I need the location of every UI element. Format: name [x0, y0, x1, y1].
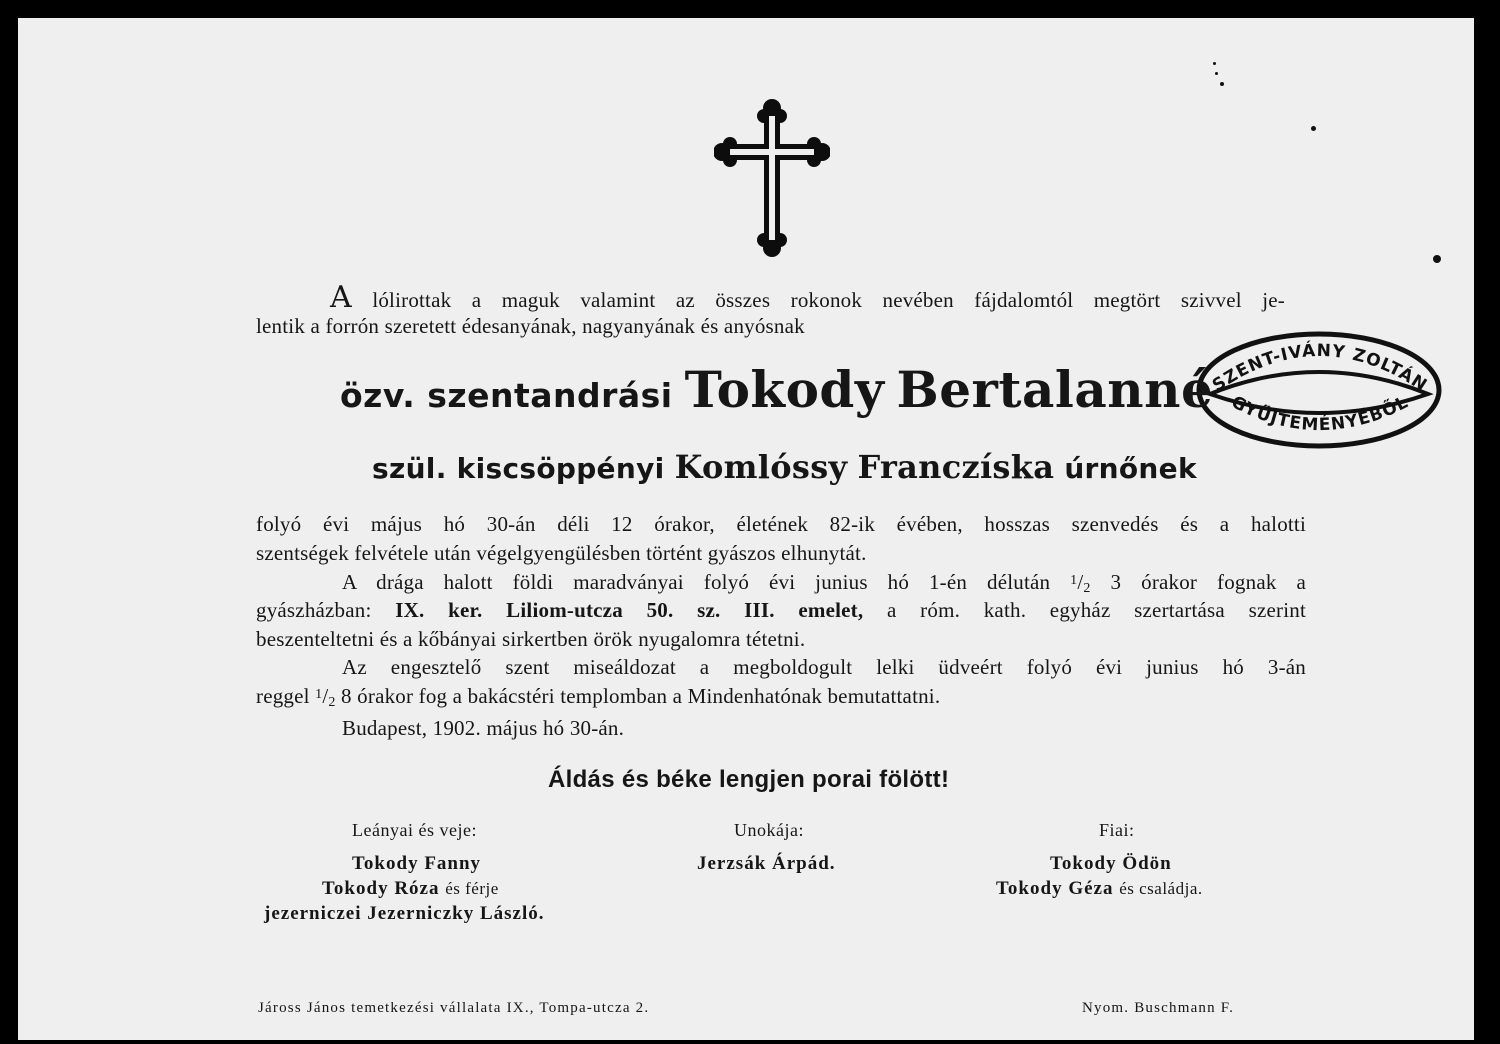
body-line-7: reggel $^1$/2 8 órakor fog a bakácstéri templomban a Mindenhatónak bemutattatni.: [256, 684, 941, 710]
speck: [1213, 62, 1216, 65]
body-line-2: szentségek felvétele után végelgyengülésben történt gyászos elhunytát.: [256, 541, 867, 565]
svg-text:SZENT-IVÁNY ZOLTÁN: SZENT-IVÁNY ZOLTÁN: [1208, 340, 1431, 396]
speck: [1220, 82, 1224, 86]
daughter-1: Tokody Fanny: [352, 853, 482, 874]
son-2: Tokody Géza és családja.: [996, 878, 1203, 899]
undertaker-imprint: Jáross János temetkezési vállalata IX., Tompa-utcza 2.: [258, 1000, 650, 1016]
son-1: Tokody Ödön: [1050, 853, 1172, 874]
grandchild-label: Unokája:: [734, 820, 804, 840]
printer-imprint: Nyom. Buschmann F.: [1082, 1000, 1235, 1016]
svg-text:GYŰJTEMÉNYÉBŐL: GYŰJTEMÉNYÉBŐL: [1227, 392, 1413, 436]
drop-cap: A: [330, 280, 352, 315]
deceased-name: özv. szentandrási Tokody Bertalanné: [340, 360, 1214, 419]
body-line-6: Az engesztelő szent miseáldozat a megboldogult lelki üdveért folyó évi junius hó 3-án: [342, 655, 1306, 679]
cross-icon: [714, 98, 830, 258]
speck: [1433, 255, 1441, 263]
speck: [1215, 72, 1218, 75]
sons-label: Fiai:: [1099, 820, 1135, 840]
daughters-label: Leányai és veje:: [352, 820, 477, 840]
daughter-2: Tokody Róza és férje: [322, 878, 499, 899]
body-line-1: folyó évi május hó 30-án déli 12 órakor, életének 82-ik évében, hosszas szenvedés és a halotti: [256, 512, 1306, 536]
collection-stamp: [1194, 328, 1444, 452]
closing-blessing: Áldás és béke lengjen porai fölött!: [548, 766, 950, 793]
son-in-law: jezerniczei Jezerniczky László.: [264, 903, 545, 924]
intro-line-2: lentik a forrón szeretett édesanyának, nagyanyának és anyósnak: [256, 314, 805, 338]
grandchild-name: Jerzsák Árpád.: [697, 853, 836, 874]
body-line-4: gyászházban: IX. ker. Liliom-utcza 50. sz. III. emelet, a róm. kath. egyház szertartása szerint: [256, 598, 1307, 622]
place-date: Budapest, 1902. május hó 30-án.: [342, 716, 625, 740]
speck: [1311, 126, 1316, 131]
body-line-3: A drága halott földi maradványai folyó évi junius hó 1-én délután $^1$/2 3 órakor fognak a: [342, 570, 1306, 596]
maiden-name: szül. kiscsöppényi Komlóssy Franczíska úrnőnek: [372, 448, 1197, 486]
intro-line-1: A lólirottak a maguk valamint az összes rokonok nevében fájdalomtól megtört szivvel je-: [330, 280, 1285, 315]
body-line-5: beszenteltetni és a kőbányai sirkertben örök nyugalomra tétetni.: [256, 627, 806, 651]
